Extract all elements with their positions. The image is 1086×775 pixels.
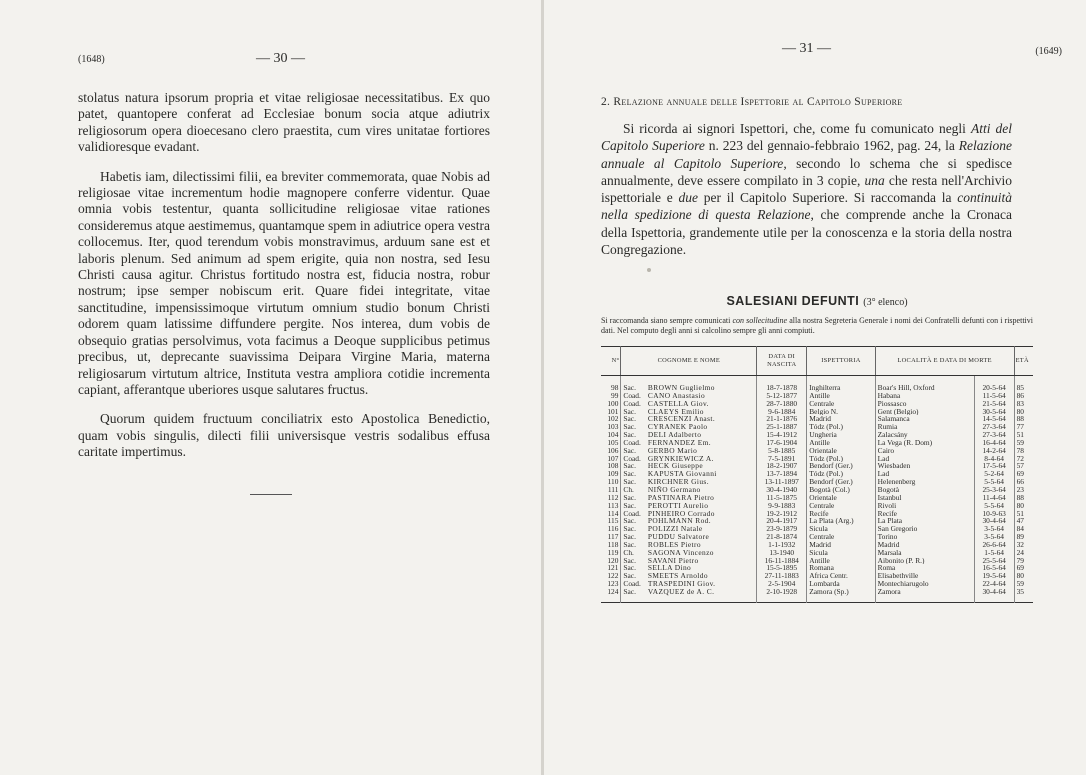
text-run: , secondo lo schema che si spedisce annualmente, deve essere compilato in 3 copie,	[601, 155, 1012, 188]
row-number: 102	[601, 415, 621, 423]
row-death-date: 22-4-64	[974, 580, 1014, 588]
row-birth-date: 5-8-1885	[757, 447, 807, 455]
row-number: 104	[601, 431, 621, 439]
row-title: Sac.	[623, 407, 636, 416]
row-province: Bendorf (Ger.)	[807, 478, 875, 486]
row-province: Antille	[807, 557, 875, 565]
row-province: Sicula	[807, 525, 875, 533]
table-row	[601, 376, 1033, 392]
row-death-date: 1-5-64	[974, 549, 1014, 557]
text-run: n. 223 del gennaio-febbraio 1962, pag. 24, la	[704, 138, 959, 154]
col-header-number: N°	[601, 347, 621, 376]
row-age: 89	[1016, 533, 1024, 541]
table-row	[601, 564, 1033, 572]
row-number: 100	[601, 400, 621, 408]
row-death-place: Boar's Hill, Oxford	[875, 376, 974, 392]
row-age: 69	[1016, 564, 1024, 573]
text-run: per il Capitolo Superiore. Si raccomanda la	[697, 190, 958, 206]
row-number: 106	[601, 447, 621, 455]
row-name: FERNANDEZ Em.	[646, 439, 757, 447]
row-death-place: La Vega (R. Dom)	[875, 439, 974, 447]
row-name: POHLMANN Rod.	[646, 517, 757, 525]
table-row	[601, 502, 1033, 510]
row-death-place: Roma	[875, 564, 974, 572]
right-page-number: — 31 —	[782, 41, 831, 56]
row-death-place: La Plata	[875, 517, 974, 525]
row-death-place: Torino	[875, 533, 974, 541]
row-number: 109	[601, 470, 621, 478]
row-province: Madrid	[807, 415, 875, 423]
row-number: 119	[601, 549, 621, 557]
row-death-date: 10-9-63	[974, 510, 1014, 518]
row-title: Coad.	[623, 391, 641, 400]
row-title: Sac.	[623, 564, 636, 573]
right-body-text	[601, 120, 1012, 258]
row-death-place: Wiesbaden	[875, 462, 974, 470]
left-year: (1648)	[78, 54, 105, 65]
paragraph	[601, 120, 1012, 258]
row-death-place: Istanbul	[875, 494, 974, 502]
right-page	[544, 0, 1086, 775]
deceased-title-text: SALESIANI DEFUNTI	[726, 294, 860, 308]
table-row	[601, 478, 1033, 486]
row-title: Coad.	[623, 438, 641, 447]
row-death-date: 30-4-64	[974, 588, 1014, 602]
row-birth-date: 2-10-1928	[757, 588, 807, 602]
row-birth-date: 13-7-1894	[757, 470, 807, 478]
row-number: 122	[601, 572, 621, 580]
row-title: Sac.	[623, 431, 636, 439]
row-name: CANO Anastasio	[646, 392, 757, 400]
col-header-name: COGNOME E NOME	[621, 347, 757, 376]
row-province: Bendorf (Ger.)	[807, 462, 875, 470]
row-death-date: 8-4-64	[974, 455, 1014, 463]
row-death-place: Helenenberg	[875, 478, 974, 486]
row-birth-date: 11-5-1875	[757, 494, 807, 502]
row-age: 72	[1016, 454, 1024, 463]
row-death-place: Recife	[875, 510, 974, 518]
row-birth-date: 27-11-1883	[757, 572, 807, 580]
row-title: Ch.	[623, 548, 634, 557]
row-death-place: Habana	[875, 392, 974, 400]
row-birth-date: 7-5-1891	[757, 455, 807, 463]
row-death-date: 20-5-64	[974, 376, 1014, 392]
paragraph: Habetis iam, dilectissimi filii, ea breviter commemorata, quae Nobis ad religiosae vitae incrementum hodie magnopere conferre videntur. Quae omnia vobis testentur, quanta sollicitudine religiosae vitae rationes consideremus atque aestimemus, quantamque spem in adiutrice opera vestra collocemus. Iter, quod terendum vobis monstravimus, arduum sane est et laboris plenum. Sed animum ad spem erigite, quia non nostra, sed Iesu Christi causa agitur. Christus fortitudo nostra est, fiducia nostra, robur nostrum; ipse semper nobiscum erit. Quare fidei integritate, vitae sanctitudine, impensissimoque virtutum omnium studio bonum Christi odorem quam latissime diffundere pergite. Nos interea, dum vobis de obsequio gratias persolvimus, vota facimus a Deoque supplicibus petimus precibus, ut, deprecante suavissima Deipara Virgine Maria, materna religiosarum virtutum altrice, Instituta vestra ampliora cotidie incrementa capiant, afferantque uberiores usque salutares fructus.	[78, 168, 490, 397]
row-province: Belgio N.	[807, 408, 875, 416]
row-province: Sicula	[807, 549, 875, 557]
row-death-place: Lad	[875, 455, 974, 463]
row-age: 24	[1016, 548, 1024, 557]
row-age: 88	[1016, 493, 1024, 502]
row-number: 101	[601, 408, 621, 416]
row-death-place: Madrid	[875, 541, 974, 549]
row-birth-date: 13-11-1897	[757, 478, 807, 486]
row-birth-date: 23-9-1879	[757, 525, 807, 533]
row-death-date: 3-5-64	[974, 525, 1014, 533]
row-name: PASTINARA Pietro	[646, 494, 757, 502]
row-age: 69	[1016, 470, 1024, 479]
row-name: PUDDU Salvatore	[646, 533, 757, 541]
row-number: 108	[601, 462, 621, 470]
row-age: 86	[1016, 391, 1024, 400]
table-row	[601, 557, 1033, 565]
row-death-date: 11-5-64	[974, 392, 1014, 400]
row-birth-date: 30-4-1940	[757, 486, 807, 494]
row-number: 105	[601, 439, 621, 447]
row-province: Orientale	[807, 494, 875, 502]
row-age: 57	[1016, 462, 1024, 471]
row-province: Ungheria	[807, 431, 875, 439]
row-title: Coad.	[623, 580, 641, 588]
table-row	[601, 423, 1033, 431]
row-death-date: 16-5-64	[974, 564, 1014, 572]
row-province: Centrale	[807, 533, 875, 541]
row-death-place: Marsala	[875, 549, 974, 557]
row-death-date: 5-2-64	[974, 470, 1014, 478]
row-name: TRASPEDINI Giov.	[646, 580, 757, 588]
row-title: Sac.	[623, 501, 636, 510]
row-number: 120	[601, 557, 621, 565]
row-title: Sac.	[623, 587, 636, 596]
italic-run: Relazione annuale al Capitolo Superiore	[601, 138, 1013, 171]
table-row	[601, 510, 1033, 518]
row-age: 51	[1016, 431, 1024, 439]
row-province: Zamora (Sp.)	[807, 588, 875, 602]
row-birth-date: 1-1-1932	[757, 541, 807, 549]
row-death-place: Elisabethville	[875, 572, 974, 580]
col-header-death: LOCALITÀ E DATA DI MORTE	[875, 347, 1014, 376]
row-name: CRESCENZI Anast.	[646, 415, 757, 423]
row-number: 111	[601, 486, 621, 494]
row-death-date: 14-5-64	[974, 415, 1014, 423]
row-age: 78	[1016, 446, 1024, 455]
row-title: Sac.	[623, 517, 636, 526]
row-title: Sac.	[623, 423, 636, 432]
row-death-date: 30-5-64	[974, 408, 1014, 416]
row-province: Madrid	[807, 541, 875, 549]
row-province: Lombarda	[807, 580, 875, 588]
row-death-date: 21-5-64	[974, 400, 1014, 408]
row-title: Coad.	[623, 454, 641, 463]
row-death-date: 26-6-64	[974, 541, 1014, 549]
row-name: ROBLES Pietro	[646, 541, 757, 549]
row-title: Sac.	[623, 470, 636, 479]
row-birth-date: 21-1-1876	[757, 415, 807, 423]
table-row	[601, 494, 1033, 502]
row-name: NIÑO Germano	[646, 486, 757, 494]
row-birth-date: 9-9-1883	[757, 502, 807, 510]
deceased-table-wrap	[601, 346, 1033, 603]
italic-run: una	[864, 172, 885, 188]
row-title: Sac.	[623, 462, 636, 471]
row-birth-date: 18-7-1878	[757, 376, 807, 392]
row-death-place: Gent (Belgio)	[875, 408, 974, 416]
row-number: 121	[601, 564, 621, 572]
row-province: La Plata (Arg.)	[807, 517, 875, 525]
table-header-row	[601, 347, 1033, 376]
row-death-date: 27-3-64	[974, 431, 1014, 439]
row-birth-date: 16-11-1884	[757, 557, 807, 565]
row-death-date: 16-4-64	[974, 439, 1014, 447]
row-number: 123	[601, 580, 621, 588]
row-death-date: 19-5-64	[974, 572, 1014, 580]
row-title: Sac.	[623, 525, 636, 534]
row-age: 47	[1016, 517, 1024, 526]
row-age: 84	[1016, 525, 1024, 534]
row-death-date: 30-4-64	[974, 517, 1014, 525]
row-number: 117	[601, 533, 621, 541]
italic-run: continuità nella spedizione di questa Relazione	[601, 190, 1012, 223]
row-province: Antille	[807, 439, 875, 447]
text-run: alla nostra Segreteria Generale i nomi dei Confratelli defunti con i rispettivi dati. Nel computo degli anni si calcolino sempre gli anni compiuti.	[601, 316, 1033, 335]
row-title: Sac.	[623, 533, 636, 541]
row-age: 80	[1016, 572, 1024, 581]
table-row	[601, 517, 1033, 525]
row-death-place: Salamanca	[875, 415, 974, 423]
row-name: VAZQUEZ de A. C.	[646, 588, 757, 602]
row-death-date: 25-5-64	[974, 557, 1014, 565]
row-death-place: Montechiarugolo	[875, 580, 974, 588]
row-age: 23	[1016, 485, 1024, 494]
ink-dot	[647, 268, 651, 272]
right-year: (1649)	[1035, 46, 1062, 57]
row-age: 35	[1016, 587, 1024, 596]
row-number: 116	[601, 525, 621, 533]
table-row	[601, 392, 1033, 400]
col-header-age: ETÀ	[1014, 347, 1033, 376]
row-death-date: 14-2-64	[974, 447, 1014, 455]
row-age: 66	[1016, 478, 1024, 486]
paragraph: Quorum quidem fructuum conciliatrix esto Apostolica Benedictio, quam vobis singulis, dilecti filii universisque vestris sodalibus effusa caritate impertimus.	[78, 411, 490, 460]
row-death-place: Lad	[875, 470, 974, 478]
row-name: HECK Giuseppe	[646, 462, 757, 470]
row-name: GRYNKIEWICZ A.	[646, 455, 757, 463]
row-age: 85	[1016, 383, 1024, 392]
paragraph: stolatus natura ipsorum propria et vitae religiosae necessitatibus. Ex quo patet, quantopere conferat ad Ecclesiae bonum socia atque adiutrix religiosorum opera dioecesano clero praestita, cum vires unitatae fortiores validioresque evadant.	[78, 90, 490, 155]
text-run: Si raccomanda siano sempre comunicati	[601, 316, 733, 325]
table-row	[601, 470, 1033, 478]
row-number: 110	[601, 478, 621, 486]
italic-run: Atti del Capitolo Superiore	[601, 121, 1012, 154]
row-age: 79	[1016, 556, 1024, 565]
row-name: SMEETS Arnoldo	[646, 572, 757, 580]
table-row	[601, 572, 1033, 580]
row-birth-date: 9-6-1884	[757, 408, 807, 416]
row-birth-date: 25-1-1887	[757, 423, 807, 431]
section-number: 2.	[601, 96, 611, 108]
row-title: Sac.	[623, 493, 636, 502]
row-birth-date: 13-1940	[757, 549, 807, 557]
row-title: Sac.	[623, 415, 636, 424]
row-number: 114	[601, 510, 621, 518]
section-title	[601, 96, 1021, 108]
row-birth-date: 15-5-1895	[757, 564, 807, 572]
table-row	[601, 486, 1033, 494]
deceased-subtitle: (3° elenco)	[863, 297, 908, 308]
row-death-date: 11-4-64	[974, 494, 1014, 502]
row-birth-date: 28-7-1880	[757, 400, 807, 408]
row-name: PEROTTI Aurelio	[646, 502, 757, 510]
left-page-header	[78, 51, 490, 70]
row-name: POLIZZI Natale	[646, 525, 757, 533]
row-name: CLAEYS Emilio	[646, 408, 757, 416]
italic-run: con sollecitudine	[732, 316, 788, 325]
deceased-list-title	[601, 294, 1033, 308]
row-death-date: 5-5-64	[974, 478, 1014, 486]
row-title: Sac.	[623, 446, 636, 455]
row-name: PINHEIRO Corrado	[646, 510, 757, 518]
table-row	[601, 431, 1033, 439]
row-age: 51	[1016, 509, 1024, 518]
row-age: 83	[1016, 399, 1024, 408]
italic-run: due	[678, 190, 698, 206]
row-title: Sac.	[623, 383, 636, 392]
row-province: Tódz (Pol.)	[807, 423, 875, 431]
row-name: BROWN Guglielmo	[646, 376, 757, 392]
row-name: SAVANI Pietro	[646, 557, 757, 565]
table-row	[601, 400, 1033, 408]
left-page-number: — 30 —	[256, 51, 305, 66]
row-province: Inghilterra	[807, 376, 875, 392]
row-age: 88	[1016, 415, 1024, 424]
row-death-place: Zamora	[875, 588, 974, 602]
row-death-place: San Gregorio	[875, 525, 974, 533]
row-death-place: Bogotà	[875, 486, 974, 494]
row-name: SAGONA Vincenzo	[646, 549, 757, 557]
row-death-place: Zalacsány	[875, 431, 974, 439]
row-number: 103	[601, 423, 621, 431]
row-death-place: Cairo	[875, 447, 974, 455]
row-title: Sac.	[623, 478, 636, 486]
row-death-date: 5-5-64	[974, 502, 1014, 510]
row-number: 112	[601, 494, 621, 502]
row-name: KAPUSTA Giovanni	[646, 470, 757, 478]
row-province: Orientale	[807, 447, 875, 455]
row-province: Bogotà (Col.)	[807, 486, 875, 494]
row-number: 98	[601, 376, 621, 392]
row-name: GERBO Mario	[646, 447, 757, 455]
end-rule	[250, 494, 292, 495]
row-age: 80	[1016, 501, 1024, 510]
row-age: 59	[1016, 580, 1024, 588]
row-birth-date: 21-8-1874	[757, 533, 807, 541]
row-death-date: 3-5-64	[974, 533, 1014, 541]
table-row	[601, 455, 1033, 463]
table-row	[601, 415, 1033, 423]
row-number: 107	[601, 455, 621, 463]
row-name: DELI Adalberto	[646, 431, 757, 439]
row-birth-date: 20-4-1917	[757, 517, 807, 525]
left-body-text	[78, 90, 490, 461]
left-page	[0, 0, 541, 775]
deceased-table	[601, 346, 1033, 603]
row-number: 99	[601, 392, 621, 400]
row-province: Antille	[807, 392, 875, 400]
row-province: Centrale	[807, 502, 875, 510]
row-birth-date: 5-12-1877	[757, 392, 807, 400]
row-province: Recife	[807, 510, 875, 518]
row-number: 113	[601, 502, 621, 510]
row-age: 80	[1016, 407, 1024, 416]
row-age: 32	[1016, 540, 1024, 549]
table-row	[601, 408, 1033, 416]
row-name: KIRCHNER Gius.	[646, 478, 757, 486]
text-run: che resta nell'Archivio ispettoriale e	[601, 172, 1012, 206]
row-number: 118	[601, 541, 621, 549]
text-run: , che comprende anche la Cronaca della Ispettoria, grandemente utile per la conoscenza e la storia della nostra Congregazione.	[601, 207, 1013, 258]
row-death-place: Rivoli	[875, 502, 974, 510]
table-row	[601, 462, 1033, 470]
deceased-note	[601, 316, 1033, 335]
row-death-place: Aibonito (P. R.)	[875, 557, 974, 565]
row-number: 115	[601, 517, 621, 525]
right-page-header	[600, 41, 1062, 60]
row-province: Centrale	[807, 400, 875, 408]
section-heading: Relazione annuale delle Ispettorie al Capitolo Superiore	[613, 96, 903, 108]
row-name: CASTELLA Giov.	[646, 400, 757, 408]
row-death-date: 17-5-64	[974, 462, 1014, 470]
table-row	[601, 541, 1033, 549]
table-row	[601, 447, 1033, 455]
row-province: Tódz (Pol.)	[807, 455, 875, 463]
col-header-province: ISPETTORIA	[807, 347, 875, 376]
row-age: 77	[1016, 423, 1024, 432]
table-row	[601, 439, 1033, 447]
row-birth-date: 18-2-1907	[757, 462, 807, 470]
row-title: Sac.	[623, 540, 636, 549]
row-birth-date: 2-5-1904	[757, 580, 807, 588]
table-row	[601, 588, 1033, 602]
row-title: Sac.	[623, 556, 636, 565]
row-number: 124	[601, 588, 621, 602]
deceased-table-body	[601, 376, 1033, 603]
row-title: Coad.	[623, 509, 641, 518]
row-death-date: 25-3-64	[974, 486, 1014, 494]
row-province: Romana	[807, 564, 875, 572]
row-death-place: Piossasco	[875, 400, 974, 408]
row-title: Ch.	[623, 485, 634, 494]
table-row	[601, 533, 1033, 541]
table-row	[601, 549, 1033, 557]
row-name: CYRANEK Paolo	[646, 423, 757, 431]
table-row	[601, 580, 1033, 588]
row-province: Africa Centr.	[807, 572, 875, 580]
table-row	[601, 525, 1033, 533]
row-province: Tódz (Pol.)	[807, 470, 875, 478]
row-title: Coad.	[623, 399, 641, 408]
row-birth-date: 15-4-1912	[757, 431, 807, 439]
row-death-place: Rumia	[875, 423, 974, 431]
row-title: Sac.	[623, 572, 636, 581]
row-age: 59	[1016, 438, 1024, 447]
row-birth-date: 17-6-1904	[757, 439, 807, 447]
row-name: SELLA Dino	[646, 564, 757, 572]
text-run: Si ricorda ai signori Ispettori, che, come fu comunicato negli	[623, 121, 971, 136]
row-birth-date: 19-2-1912	[757, 510, 807, 518]
col-header-birth: DATA DI NASCITA	[757, 347, 807, 376]
row-death-date: 27-3-64	[974, 423, 1014, 431]
